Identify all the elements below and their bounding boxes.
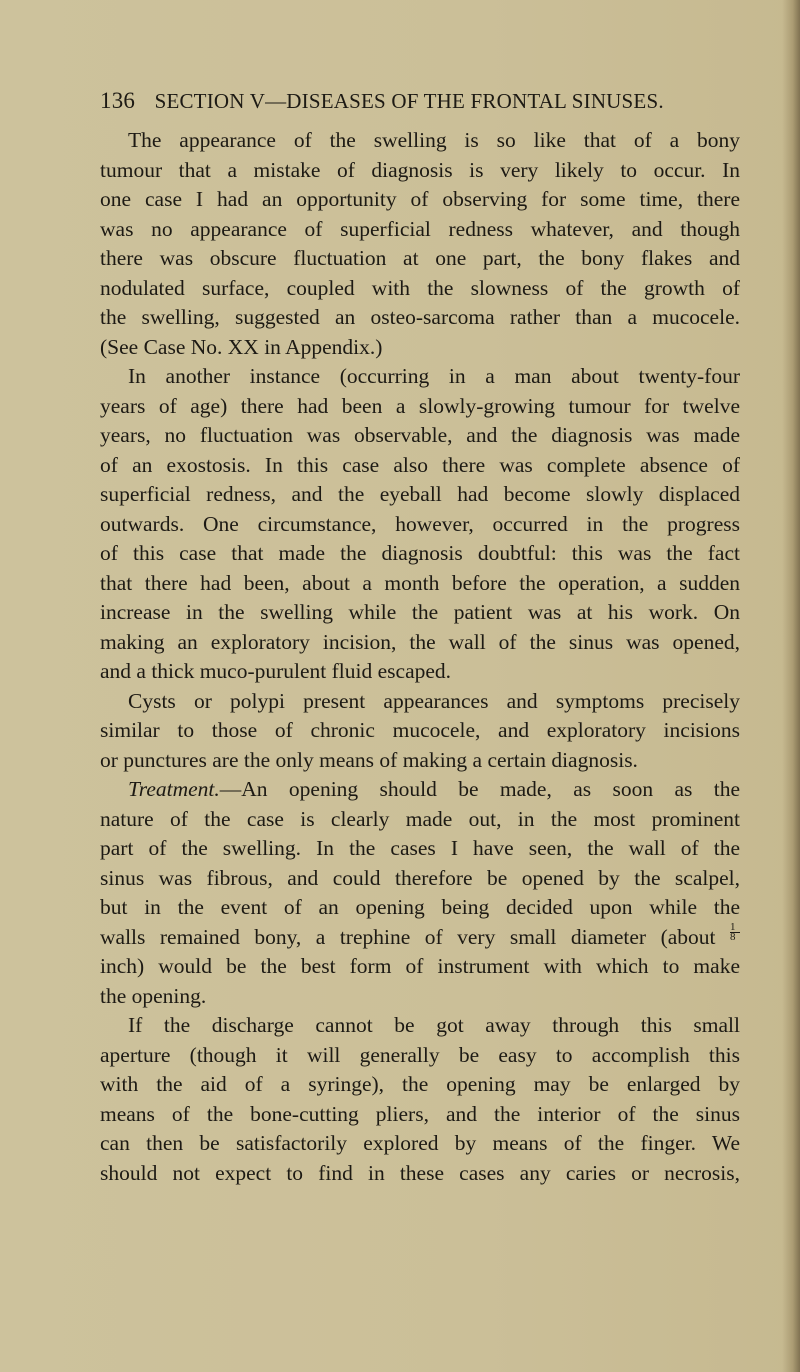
fraction-denominator: 8 xyxy=(730,930,736,943)
text-line: there was obscure fluctuation at one part, the bony flakes and xyxy=(100,246,740,270)
text-line: and a thick muco-purulent fluid escaped. xyxy=(100,659,452,683)
text-line: that there had been, about a month before the operation, a sudden xyxy=(100,570,740,595)
text-line-treatment xyxy=(100,775,740,805)
text-line: should not expect to find in these cases any caries or necrosis, xyxy=(100,1160,740,1185)
page-number: 136 xyxy=(100,88,136,113)
text-line: nodulated surface, coupled with the slowness of the growth of xyxy=(100,275,740,300)
running-title: SECTION V—DISEASES OF THE FRONTAL SINUSES. xyxy=(154,89,664,113)
text-line: outwards. One circumstance, however, occurred in the progress xyxy=(100,511,740,536)
text-line: can then be satisfactorily explored by means of the finger. We xyxy=(100,1131,740,1155)
text-line: nature of the case is clearly made out, in the most prominent xyxy=(100,806,740,831)
text-line: the swelling, suggested an osteo-sarcoma rather than a mucocele. xyxy=(100,305,740,329)
text-line: the opening. xyxy=(100,983,207,1008)
fraction-numerator: 1 xyxy=(730,923,740,933)
running-header xyxy=(100,88,740,114)
text-line: superficial redness, and the eyeball had become slowly displaced xyxy=(100,482,740,506)
text-line: (See Case No. XX in Appendix.) xyxy=(100,334,383,359)
text-line: was no appearance of superficial redness whatever, and though xyxy=(100,216,740,241)
text-line: sinus was fibrous, and could therefore be opened by the scalpel, xyxy=(100,865,740,890)
body-text xyxy=(100,126,740,1188)
text-line: If the discharge cannot be got away through this small xyxy=(128,1013,740,1037)
text-line: The appearance of the swelling is so like that of a bony xyxy=(128,128,740,152)
text-line: of this case that made the diagnosis doubtful: this was the fact xyxy=(100,541,740,565)
text-line: Cysts or polypi present appearances and symptoms precisely xyxy=(128,688,740,713)
text-line: years, no fluctuation was observable, and the diagnosis was made xyxy=(100,423,740,447)
text-line: aperture (though it will generally be easy to accomplish this xyxy=(100,1042,740,1067)
text-line: years of age) there had been a slowly-growing tumour for twelve xyxy=(100,393,740,418)
text-line-fraction xyxy=(100,923,740,953)
treatment-line-text: —An opening should be made, as soon as the xyxy=(219,777,740,801)
text-line: tumour that a mistake of diagnosis is very likely to occur. In xyxy=(100,157,740,182)
page-edge-shadow xyxy=(782,0,800,1372)
text-line: increase in the swelling while the patient was at his work. On xyxy=(100,600,740,624)
treatment-heading: Treatment. xyxy=(128,777,220,801)
fraction xyxy=(730,923,740,942)
text-line: similar to those of chronic mucocele, and exploratory incisions xyxy=(100,718,740,742)
text-line: part of the swelling. In the cases I have seen, the wall of the xyxy=(100,836,740,860)
text-line: means of the bone-cutting pliers, and the interior of the sinus xyxy=(100,1101,740,1126)
text-line: In another instance (occurring in a man about twenty-four xyxy=(128,364,740,388)
text-line: making an exploratory incision, the wall of the sinus was opened, xyxy=(100,629,740,654)
fraction-line-text: walls remained bony, a trephine of very small diameter (about xyxy=(100,924,716,949)
text-line: but in the event of an opening being decided upon while the xyxy=(100,895,740,919)
text-line: one case I had an opportunity of observing for some time, there xyxy=(100,187,740,211)
text-line: with the aid of a syringe), the opening may be enlarged by xyxy=(100,1072,740,1096)
text-line: of an exostosis. In this case also there was complete absence of xyxy=(100,452,740,477)
text-line: or punctures are the only means of making a certain diagnosis. xyxy=(100,747,638,772)
text-line: inch) would be the best form of instrument with which to make xyxy=(100,954,740,978)
